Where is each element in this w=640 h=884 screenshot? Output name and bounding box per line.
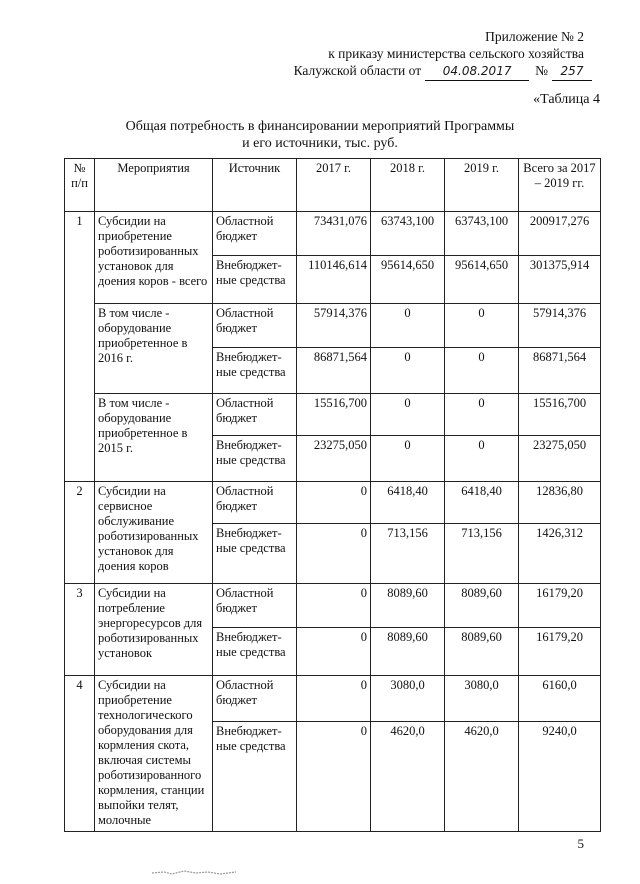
value-2018-cell: 713,156 <box>371 524 445 584</box>
total-cell: 23275,050 <box>519 436 601 482</box>
value-2017-cell: 0 <box>297 524 371 584</box>
source-cell: Внебюджет-ные средства <box>213 628 297 676</box>
value-2018-cell: 0 <box>371 348 445 394</box>
table-label: «Таблица 4 <box>533 92 600 107</box>
total-cell: 16179,20 <box>519 584 601 628</box>
table-row <box>65 482 601 524</box>
title-line-1: Общая потребность в финансировании мероприятий Программы <box>125 119 515 134</box>
value-2019-cell: 0 <box>445 436 519 482</box>
order-number-label: № <box>535 63 548 78</box>
row-number-cell: 4 <box>65 676 95 832</box>
value-2019-cell: 3080,0 <box>445 676 519 722</box>
value-2019-cell: 0 <box>445 304 519 348</box>
total-cell: 1426,312 <box>519 524 601 584</box>
header-cell-activity: Мероприятия <box>95 159 213 212</box>
activity-cell: Субсидии на потребление энергоресурсов для роботизированных установок <box>95 584 213 676</box>
value-2018-cell: 8089,60 <box>371 584 445 628</box>
row-number-cell: 2 <box>65 482 95 584</box>
table-header-row <box>65 159 601 212</box>
value-2017-cell: 0 <box>297 722 371 832</box>
activity-cell: Субсидии на приобретение технологического оборудования для кормления скота, включая системы роботизированного кормления, станции выпойки телят, молочные <box>95 676 213 832</box>
source-cell: Областной бюджет <box>213 676 297 722</box>
table-row <box>65 584 601 628</box>
activity-cell: В том числе - оборудование приобретенное в 2015 г. <box>95 394 213 482</box>
total-cell: 15516,700 <box>519 394 601 436</box>
total-cell: 301375,914 <box>519 256 601 304</box>
total-cell: 16179,20 <box>519 628 601 676</box>
value-2018-cell: 4620,0 <box>371 722 445 832</box>
source-cell: Областной бюджет <box>213 212 297 256</box>
value-2019-cell: 63743,100 <box>445 212 519 256</box>
value-2019-cell: 0 <box>445 394 519 436</box>
source-cell: Областной бюджет <box>213 584 297 628</box>
header-cell-total: Всего за 2017 – 2019 гг. <box>519 159 601 212</box>
source-cell: Внебюджет-ные средства <box>213 524 297 584</box>
value-2019-cell: 713,156 <box>445 524 519 584</box>
value-2019-cell: 0 <box>445 348 519 394</box>
source-cell: Внебюджет-ные средства <box>213 256 297 304</box>
value-2017-cell: 73431,076 <box>297 212 371 256</box>
value-2017-cell: 0 <box>297 676 371 722</box>
source-cell: Внебюджет-ные средства <box>213 722 297 832</box>
row-number-cell: 1 <box>65 212 95 482</box>
order-reference: к приказу министерства сельского хозяйства <box>328 46 584 61</box>
value-2018-cell: 6418,40 <box>371 482 445 524</box>
value-2018-cell: 3080,0 <box>371 676 445 722</box>
order-date-prefix: Калужской области от <box>293 63 422 78</box>
table-row <box>65 394 601 436</box>
activity-cell: Субсидии на сервисное обслуживание роботизированных установок для доения коров <box>95 482 213 584</box>
total-cell: 12836,80 <box>519 482 601 524</box>
document-title <box>0 118 640 152</box>
value-2018-cell: 0 <box>371 436 445 482</box>
activity-cell: В том числе - оборудование приобретенное в 2016 г. <box>95 304 213 394</box>
total-cell: 57914,376 <box>519 304 601 348</box>
order-date-handwritten: 04.08.2017 <box>425 63 529 81</box>
value-2018-cell: 95614,650 <box>371 256 445 304</box>
total-cell: 6160,0 <box>519 676 601 722</box>
source-cell: Внебюджет-ные средства <box>213 436 297 482</box>
value-2019-cell: 6418,40 <box>445 482 519 524</box>
value-2018-cell: 63743,100 <box>371 212 445 256</box>
row-number-cell: 3 <box>65 584 95 676</box>
source-cell: Областной бюджет <box>213 304 297 348</box>
table-row <box>65 304 601 348</box>
value-2017-cell: 23275,050 <box>297 436 371 482</box>
value-2018-cell: 0 <box>371 394 445 436</box>
value-2019-cell: 95614,650 <box>445 256 519 304</box>
scan-artifact-mark <box>150 868 240 876</box>
appendix-title: Приложение № 2 <box>485 29 584 44</box>
table-body <box>65 212 601 832</box>
value-2019-cell: 4620,0 <box>445 722 519 832</box>
table-row <box>65 212 601 256</box>
order-date-line <box>294 62 592 81</box>
value-2017-cell: 110146,614 <box>297 256 371 304</box>
value-2019-cell: 8089,60 <box>445 628 519 676</box>
value-2017-cell: 57914,376 <box>297 304 371 348</box>
value-2018-cell: 8089,60 <box>371 628 445 676</box>
source-cell: Областной бюджет <box>213 482 297 524</box>
title-line-2: и его источники, тыс. руб. <box>242 136 398 151</box>
value-2017-cell: 0 <box>297 628 371 676</box>
order-number-handwritten: 257 <box>552 63 592 81</box>
value-2019-cell: 8089,60 <box>445 584 519 628</box>
source-cell: Внебюджет-ные средства <box>213 348 297 394</box>
total-cell: 9240,0 <box>519 722 601 832</box>
header-cell-2017: 2017 г. <box>297 159 371 212</box>
value-2018-cell: 0 <box>371 304 445 348</box>
header-cell-2019: 2019 г. <box>445 159 519 212</box>
total-cell: 86871,564 <box>519 348 601 394</box>
header-cell-2018: 2018 г. <box>371 159 445 212</box>
page-number: 5 <box>577 836 584 851</box>
table-row <box>65 676 601 722</box>
value-2017-cell: 0 <box>297 584 371 628</box>
activity-cell: Субсидии на приобретение роботизированных установок для доения коров - всего <box>95 212 213 304</box>
value-2017-cell: 86871,564 <box>297 348 371 394</box>
financing-table <box>64 158 601 832</box>
total-cell: 200917,276 <box>519 212 601 256</box>
header-cell-source: Источник <box>213 159 297 212</box>
header-cell-num: № п/п <box>65 159 95 212</box>
value-2017-cell: 15516,700 <box>297 394 371 436</box>
value-2017-cell: 0 <box>297 482 371 524</box>
source-cell: Областной бюджет <box>213 394 297 436</box>
